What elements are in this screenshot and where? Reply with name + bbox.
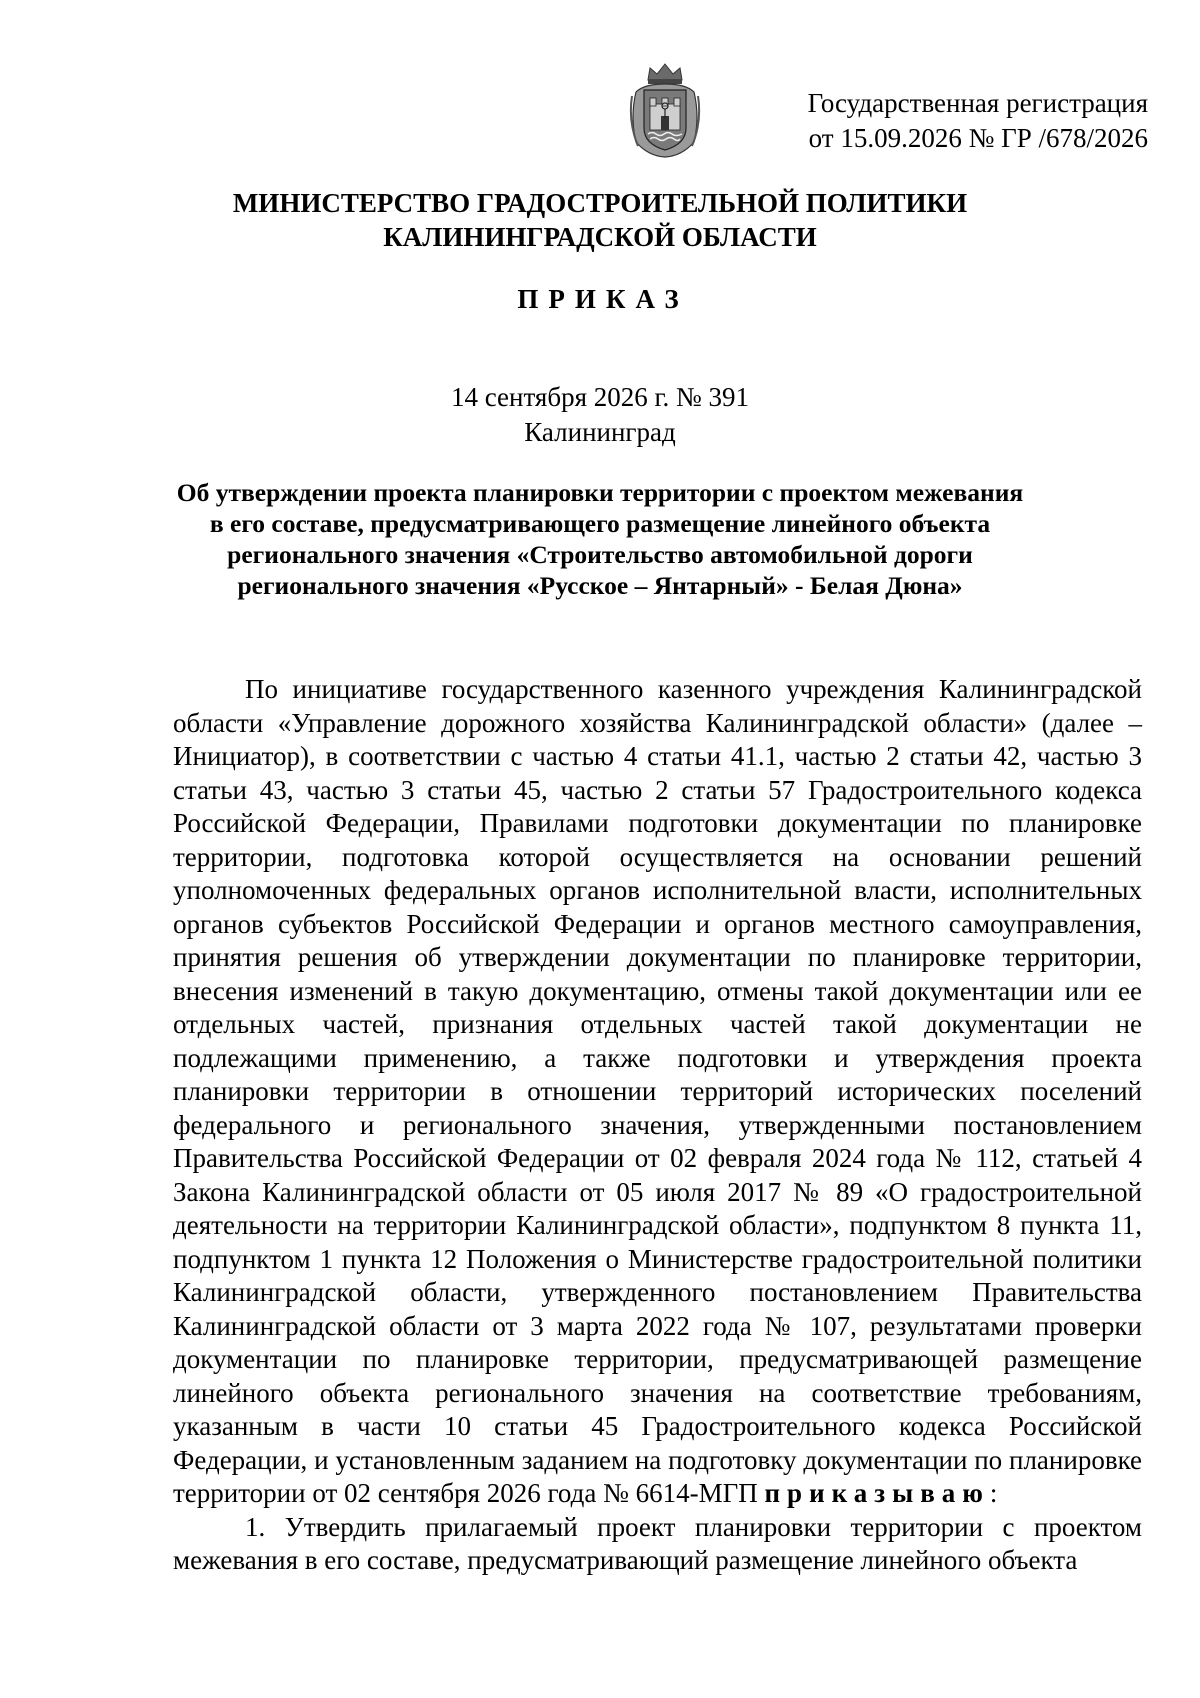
registration-number: от 15.09.2026 № ГР /678/2026 xyxy=(808,123,1148,153)
order-date-number: 14 сентября 2026 г. № 391 xyxy=(450,382,750,412)
order-colon: : xyxy=(989,1478,998,1508)
registration-label: Государственная регистрация xyxy=(807,88,1148,118)
preamble-text: По инициативе государственного казенного учреждения Калининградской области «Управление дорожного хозяйства Калининградской области» (далее – Инициатор), в соответствии с частью 4 статьи 41.1, частью 2 статьи 42, частью 3 статьи 43, частью 3 статьи 45, частью 2 статьи 57 Градостроительного кодекса Российской Федерации, Правилами подготовки документации по планировке территории, подготовка которой осуществляется на основании решений уполномоченных федеральных органов исполнительной власти, исполнительных органов субъектов Российской Федерации и органов местного самоуправления, принятия решения об утверждении документации по планировке территории, внесения изменений в такую документацию, отмены такой документации или ее отдельных частей, признания отдельных частей такой документации не подлежащими применению, а также подготовки и утверждения проекта планировки территории в отношении территорий исторических поселений федерального и регионального значения, утвержденными постановлением Правительства Российской Федерации от 02 февраля 2024 года № 112, статьей 4 Закона Калининградской области от 05 июля 2017 № 89 «О градостроительной деятельности на территории Калининградской области», подпунктом 8 пункта 11, подпунктом 1 пункта 12 Положения о Министерстве градостроительной политики Калининградской области, утвержденного постановлением Правительства Калининградской области от 3 марта 2022 года № 107, результатами проверки документации по планировке территории, предусматривающей размещение линейного объекта регионального значения на соответствие требованиям, указанным в части 10 статьи 45 Градостроительного кодекса Российской Федерации, и установленным заданием на подготовку документации по планировке территории от 02 сентября 2026 года № 6614-МГП xyxy=(173,674,1142,1508)
subject-line3: регионального значения «Строительство автомобильной дороги xyxy=(227,540,973,569)
preamble-paragraph xyxy=(173,673,1142,1511)
state-registration xyxy=(808,86,1148,156)
order-body xyxy=(173,673,1142,1578)
ministry-name xyxy=(0,186,1200,254)
item-1-paragraph: 1. Утвердить прилагаемый проект планировки территории с проектом межевания в его составе, предусматривающий размещение линейного объекта xyxy=(173,1511,1142,1575)
order-subject xyxy=(170,477,1030,601)
ministry-name-line1: МИНИСТЕРСТВО ГРАДОСТРОИТЕЛЬНОЙ ПОЛИТИКИ xyxy=(232,188,968,218)
coat-of-arms-icon xyxy=(626,62,704,158)
subject-line2: в его составе, предусматривающего размещение линейного объекта xyxy=(209,509,991,538)
ministry-name-line2: КАЛИНИНГРАДСКОЙ ОБЛАСТИ xyxy=(383,222,817,252)
subject-line4: регионального значения «Русское – Янтарный» - Белая Дюна» xyxy=(237,571,963,600)
order-title: ПРИКАЗ xyxy=(517,284,689,314)
order-word: приказываю xyxy=(764,1478,990,1508)
order-meta xyxy=(0,380,1200,450)
order-city: Калининград xyxy=(524,417,676,447)
subject-line1: Об утверждении проекта планировки территории с проектом межевания xyxy=(176,478,1024,507)
